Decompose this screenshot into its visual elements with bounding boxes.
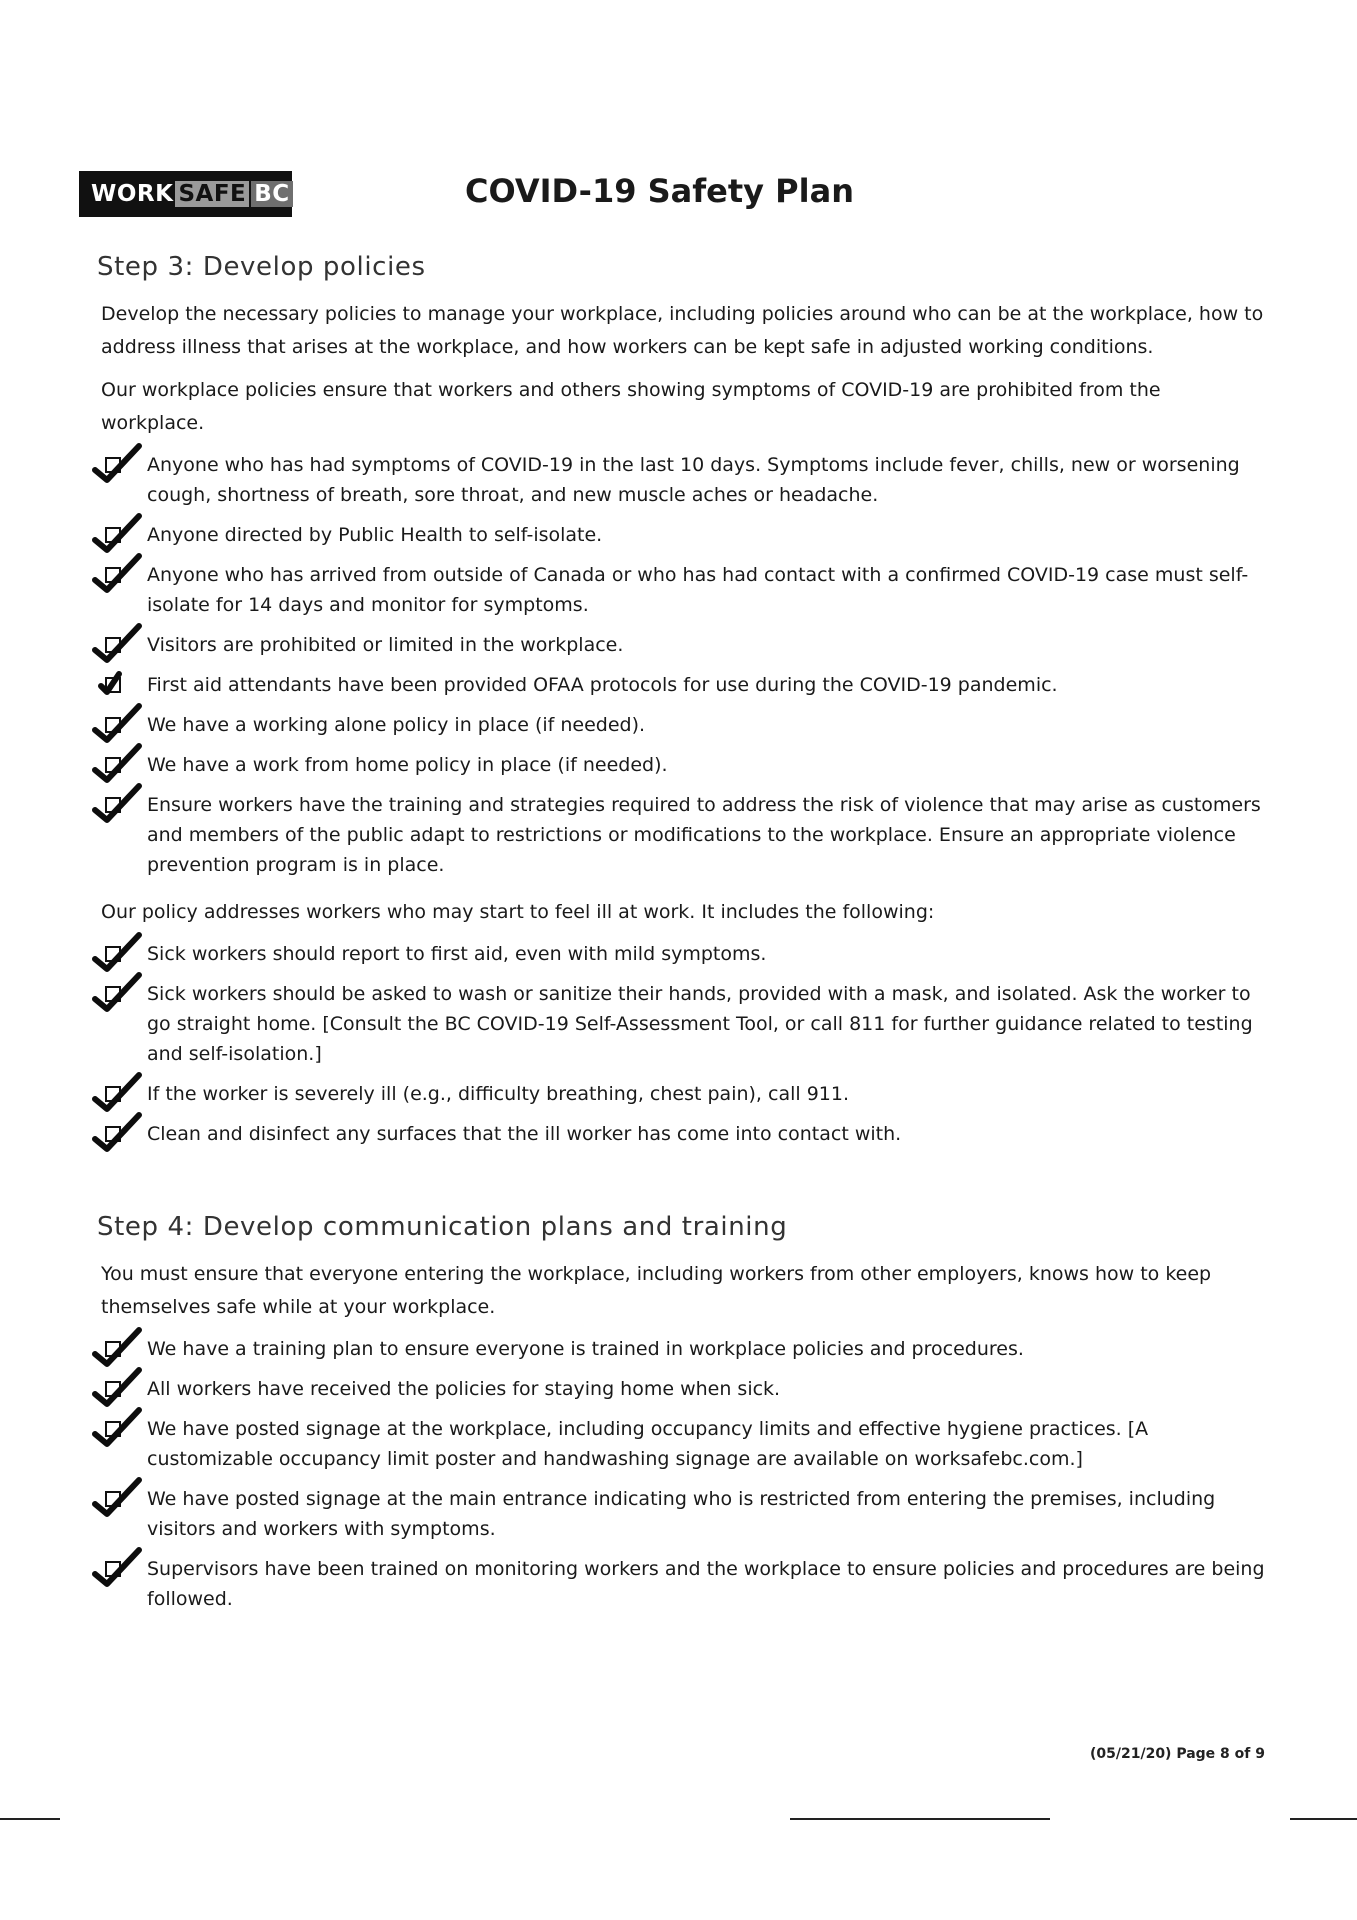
checklist-item-text: We have posted signage at the main entrance indicating who is restricted from entering the premises, including visitors and workers with symptoms. xyxy=(147,1488,1216,1540)
step4-section xyxy=(97,1212,1267,1630)
checklist-item xyxy=(97,1554,1267,1614)
logo-bc-text: BC xyxy=(251,181,292,207)
checkmark-icon xyxy=(89,969,145,1017)
checklist-item-text: We have a training plan to ensure everyone is trained in workplace policies and procedures. xyxy=(147,1338,1024,1360)
checklist-item-text: Anyone who has had symptoms of COVID-19 in the last 10 days. Symptoms include fever, chills, new or worsening cough, shortness of breath, sore throat, and new muscle aches or headache. xyxy=(147,454,1240,506)
step4-heading: Step 4: Develop communication plans and training xyxy=(97,1212,788,1242)
checklist-item xyxy=(97,939,1267,969)
checklist-item xyxy=(97,630,1267,660)
scan-edge-line xyxy=(0,1818,60,1820)
checklist-item-text: Visitors are prohibited or limited in the workplace. xyxy=(147,634,624,656)
ill-policy-intro: Our policy addresses workers who may start to feel ill at work. It includes the following: xyxy=(101,901,935,923)
step3-heading: Step 3: Develop policies xyxy=(97,252,426,282)
checklist-item-text: All workers have received the policies for staying home when sick. xyxy=(147,1378,781,1400)
checkmark-icon xyxy=(89,550,145,598)
checklist-item-text: We have a work from home policy in place (if needed). xyxy=(147,754,668,776)
logo-work-text: WORK xyxy=(91,181,174,207)
checklist-item-text: First aid attendants have been provided OFAA protocols for use during the COVID-19 pandemic. xyxy=(147,674,1058,696)
checklist-item-text: Supervisors have been trained on monitoring workers and the workplace to ensure policies and procedures are being followed. xyxy=(147,1558,1265,1610)
checklist-item-text: Sick workers should report to first aid, even with mild symptoms. xyxy=(147,943,767,965)
step3-section xyxy=(97,252,1267,1165)
checklist-item xyxy=(97,750,1267,780)
checklist-item xyxy=(97,979,1267,1069)
checklist-item-text: We have a working alone policy in place (if needed). xyxy=(147,714,646,736)
checklist-item xyxy=(97,1374,1267,1404)
checklist-item-text: Anyone who has arrived from outside of Canada or who has had contact with a confirmed COVID-19 case must self-isolate for 14 days and monitor for symptoms. xyxy=(147,564,1249,616)
ill-policy-checklist xyxy=(97,939,1267,1149)
step4-intro: You must ensure that everyone entering the workplace, including workers from other employers, knows how to keep themselves safe while at your workplace. xyxy=(101,1263,1212,1318)
checklist-item xyxy=(97,1414,1267,1474)
scan-edge-line xyxy=(1290,1818,1357,1820)
checklist-item xyxy=(97,560,1267,620)
step3-policy-checklist xyxy=(97,450,1267,880)
checkmark-icon xyxy=(89,440,145,488)
checkmark-icon xyxy=(89,1109,145,1157)
checkmark-icon xyxy=(89,780,145,828)
checklist-item xyxy=(97,790,1267,880)
logo-safe-text: SAFE xyxy=(175,181,249,207)
worksafebc-logo xyxy=(79,171,292,217)
checkmark-icon xyxy=(89,1404,145,1452)
document-title: COVID-19 Safety Plan xyxy=(465,172,854,210)
checkmark-icon xyxy=(89,1474,145,1522)
checklist-item-text: If the worker is severely ill (e.g., difficulty breathing, chest pain), call 911. xyxy=(147,1083,849,1105)
checklist-item-text: Anyone directed by Public Health to self-isolate. xyxy=(147,524,603,546)
step3-policy-intro: Our workplace policies ensure that workers and others showing symptoms of COVID-19 are prohibited from the workplace. xyxy=(101,379,1161,434)
scan-edge-line xyxy=(790,1818,1050,1820)
page-footer: (05/21/20) Page 8 of 9 xyxy=(1089,1746,1265,1762)
checklist-item-text: Clean and disinfect any surfaces that the ill worker has come into contact with. xyxy=(147,1123,902,1145)
checklist-item xyxy=(97,1484,1267,1544)
checklist-item-text: We have posted signage at the workplace, including occupancy limits and effective hygiene practices. [A customizable occupancy limit poster and handwashing signage are available on worksafebc.com.] xyxy=(147,1418,1149,1470)
checklist-item-text: Ensure workers have the training and strategies required to address the risk of violence that may arise as customers and members of the public adapt to restrictions or modifications to the workplace. Ensure an appropriate violence prevention program is in place. xyxy=(147,794,1261,876)
checklist-item xyxy=(97,1079,1267,1109)
checklist-item xyxy=(97,520,1267,550)
checklist-item xyxy=(97,1119,1267,1149)
checklist-item xyxy=(97,670,1267,700)
checklist-item xyxy=(97,1334,1267,1364)
checklist-item xyxy=(97,450,1267,510)
checklist-item-text: Sick workers should be asked to wash or sanitize their hands, provided with a mask, and isolated. Ask the worker to go straight home. [Consult the BC COVID-19 Self-Assessment Tool, or call 811 for further guidance related to testing and self-isolation.] xyxy=(147,983,1253,1065)
checkmark-icon xyxy=(89,1544,145,1592)
step3-intro: Develop the necessary policies to manage your workplace, including policies around who can be at the workplace, how to address illness that arises at the workplace, and how workers can be kept safe in adjusted working conditions. xyxy=(101,303,1264,358)
step4-checklist xyxy=(97,1334,1267,1614)
checklist-item xyxy=(97,710,1267,740)
